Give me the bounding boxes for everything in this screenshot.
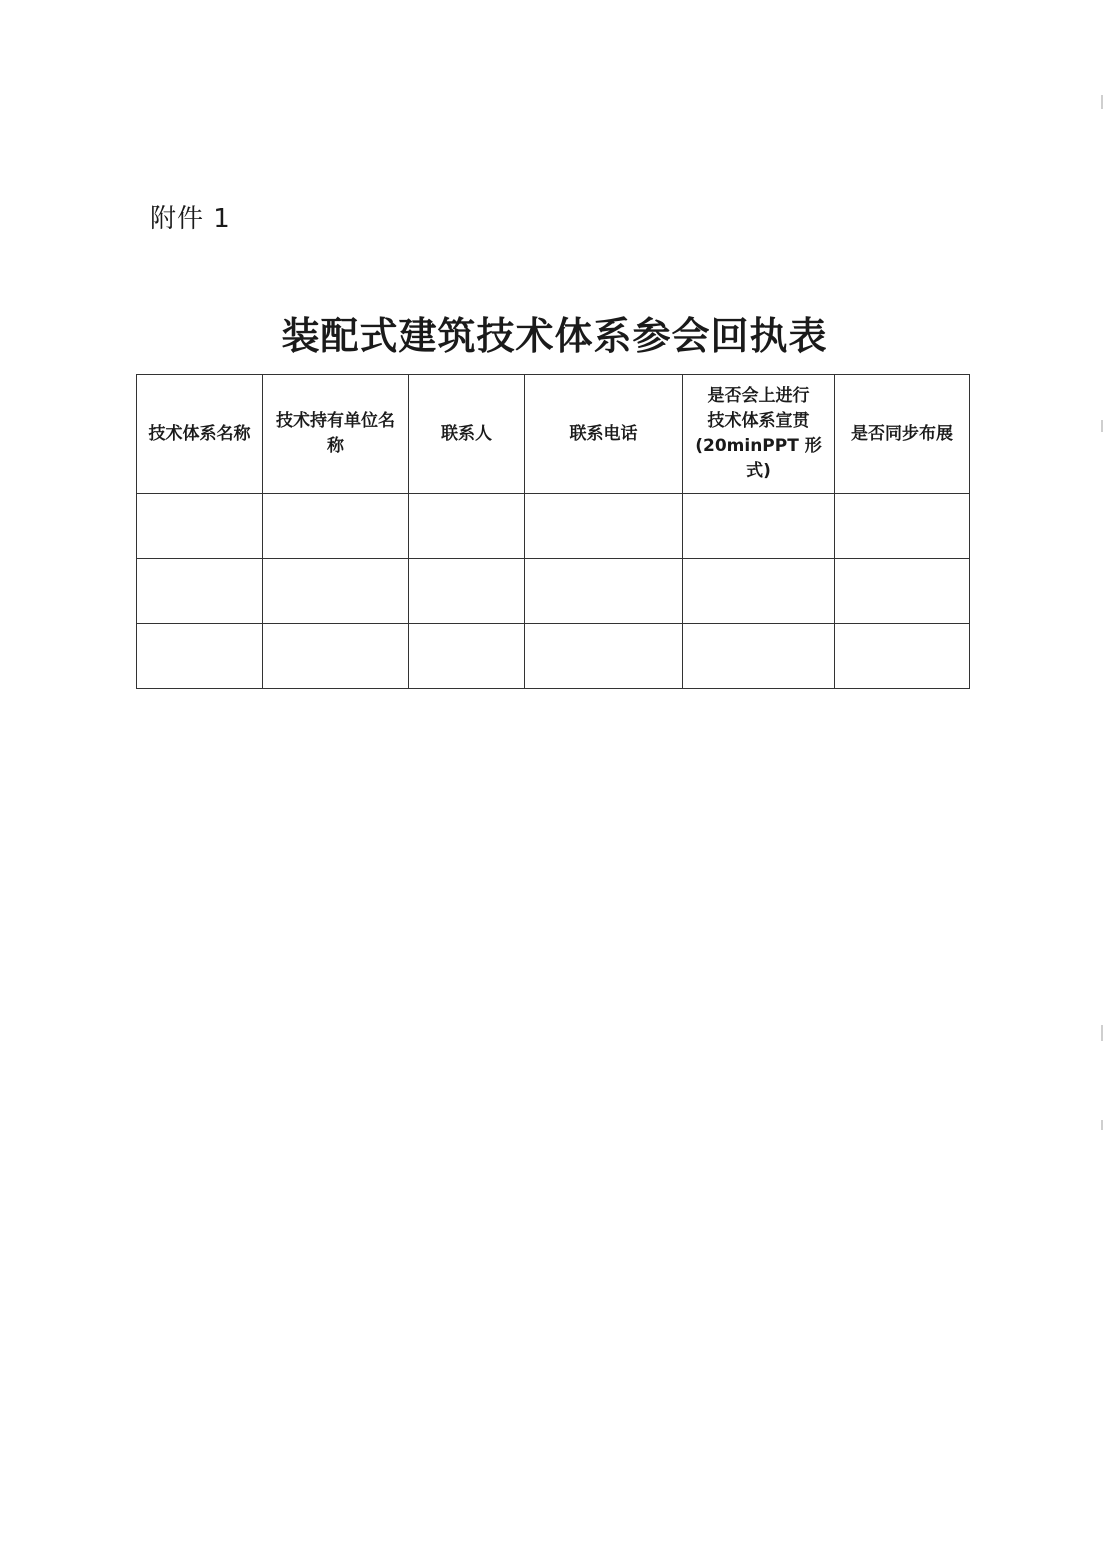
registration-form-table: [136, 374, 970, 689]
table-cell: [137, 559, 263, 624]
header-presentation: [683, 375, 835, 494]
table-row: [137, 559, 970, 624]
table-cell: [525, 624, 683, 689]
header-text-line: 联系电话: [569, 423, 638, 444]
table-cell: [835, 494, 970, 559]
scan-edge-mark: [1101, 420, 1103, 432]
header-text-line: 技术体系宣贯: [707, 411, 810, 431]
table-cell: [263, 624, 409, 689]
table-cell: [409, 494, 525, 559]
header-contact-person: [409, 375, 525, 494]
header-contact-phone: [525, 375, 683, 494]
table-cell: [525, 559, 683, 624]
scan-edge-mark: [1101, 1025, 1103, 1041]
table-cell: [137, 494, 263, 559]
table-cell: [683, 494, 835, 559]
table-row: [137, 494, 970, 559]
header-holder-unit-name: [263, 375, 409, 494]
table-cell: [835, 624, 970, 689]
table-cell: [409, 559, 525, 624]
table-cell: [409, 624, 525, 689]
header-text-line: 是否同步布展: [851, 423, 953, 444]
header-text-line: 是否会上进行: [707, 386, 810, 406]
header-exhibition: [835, 375, 970, 494]
table-cell: [683, 559, 835, 624]
header-text-line: 联系人: [441, 423, 492, 444]
table-cell: [263, 559, 409, 624]
attachment-label: 附件 1: [150, 204, 231, 234]
header-text-line: (20minPPT 形式): [695, 436, 822, 481]
header-tech-system-name: [137, 375, 263, 494]
table-cell: [137, 624, 263, 689]
scan-edge-mark: [1101, 95, 1103, 109]
table-cell: [835, 559, 970, 624]
document-title: 装配式建筑技术体系参会回执表: [281, 313, 828, 358]
table-cell: [683, 624, 835, 689]
table-cell: [525, 494, 683, 559]
scan-edge-mark: [1101, 1120, 1103, 1130]
header-text-line: 技术持有单位名: [276, 411, 395, 431]
header-text-line: 称: [327, 436, 344, 456]
table-cell: [263, 494, 409, 559]
header-text-line: 技术体系名称: [148, 423, 251, 444]
table-header-row: [137, 375, 970, 494]
table-row: [137, 624, 970, 689]
